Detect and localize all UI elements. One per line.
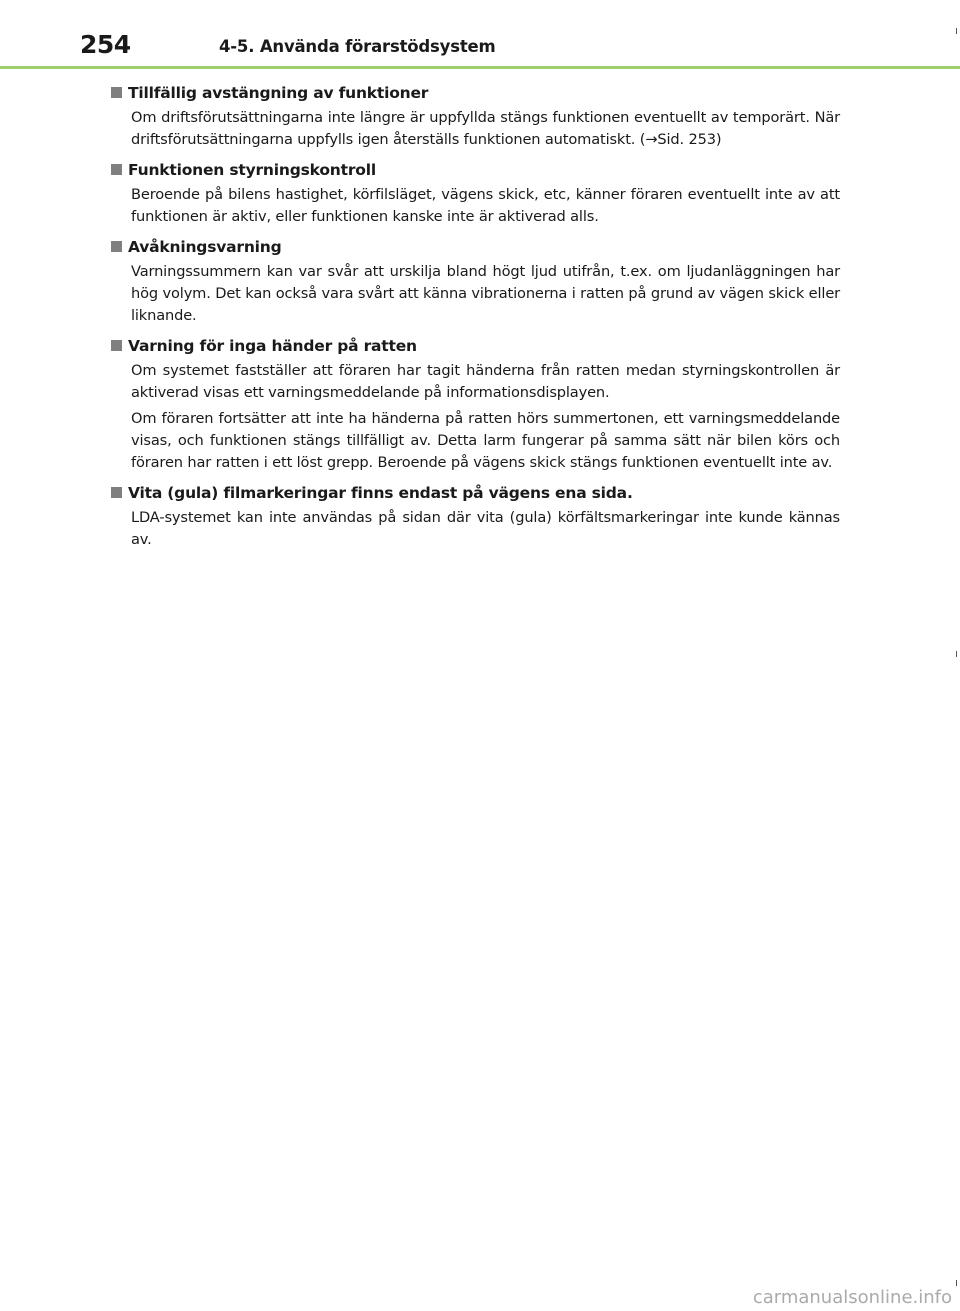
crop-mark (956, 1280, 957, 1286)
chapter-title: 4-5. Använda förarstödsystem (219, 37, 496, 56)
section-paragraph: Beroende på bilens hastighet, körfilsläget, vägens skick, etc, känner föraren eventuellt inte av att funktionen är aktiv, eller funktionen kanske inte är aktiverad alls. (131, 186, 840, 225)
section-paragraph: Om systemet fastställer att föraren har tagit händerna från ratten medan styrningskontrollen är aktiverad visas ett varningsmeddelande på informationsdisplayen. (131, 362, 840, 401)
section-heading-text: Varning för inga händer på ratten (128, 337, 417, 355)
section-hands-off-warning (111, 335, 840, 474)
crop-mark (956, 28, 957, 34)
square-bullet-icon (111, 164, 122, 175)
page-content (111, 82, 840, 559)
square-bullet-icon (111, 340, 122, 351)
section-heading (111, 82, 840, 104)
section-heading-text: Vita (gula) filmarkeringar finns endast på vägens ena sida. (128, 484, 633, 502)
section-temporary-deactivation (111, 82, 840, 151)
section-heading-text: Tillfällig avstängning av funktioner (128, 84, 429, 102)
header-divider (0, 66, 960, 69)
page-header (80, 30, 960, 64)
square-bullet-icon (111, 87, 122, 98)
section-heading-text: Avåkningsvarning (128, 238, 282, 256)
section-paragraph: Om driftsförutsättningarna inte längre är uppfyllda stängs funktionen eventuellt av temporärt. När driftsförutsättningarna uppfylls igen återställs funktionen automatiskt. (→Sid. 253) (131, 109, 840, 148)
section-paragraph: Varningssummern kan var svår att urskilja bland högt ljud utifrån, t.ex. om ljudanläggningen har hög volym. Det kan också vara svårt att känna vibrationerna i ratten på grund av vägen skick eller liknande. (131, 263, 840, 324)
section-steering-control (111, 159, 840, 228)
square-bullet-icon (111, 241, 122, 252)
square-bullet-icon (111, 487, 122, 498)
section-heading (111, 335, 840, 357)
watermark: carmanualsonline.info (752, 1287, 952, 1308)
section-departure-warning (111, 236, 840, 327)
section-paragraph: LDA-systemet kan inte användas på sidan där vita (gula) körfältsmarkeringar inte kunde kännas av. (131, 509, 840, 548)
page-number: 254 (80, 30, 131, 59)
section-lane-markings (111, 482, 840, 551)
crop-mark (956, 651, 957, 657)
section-paragraph: Om föraren fortsätter att inte ha händerna på ratten hörs summertonen, ett varningsmeddelande visas, och funktionen stängs tillfälligt av. Detta larm fungerar på samma sätt när bilen körs och föraren har ratten i ett löst grepp. Beroende på vägens skick stängs funktionen eventuellt inte av. (131, 410, 840, 471)
section-heading (111, 159, 840, 181)
section-heading-text: Funktionen styrningskontroll (128, 161, 376, 179)
section-heading (111, 482, 840, 504)
section-heading (111, 236, 840, 258)
